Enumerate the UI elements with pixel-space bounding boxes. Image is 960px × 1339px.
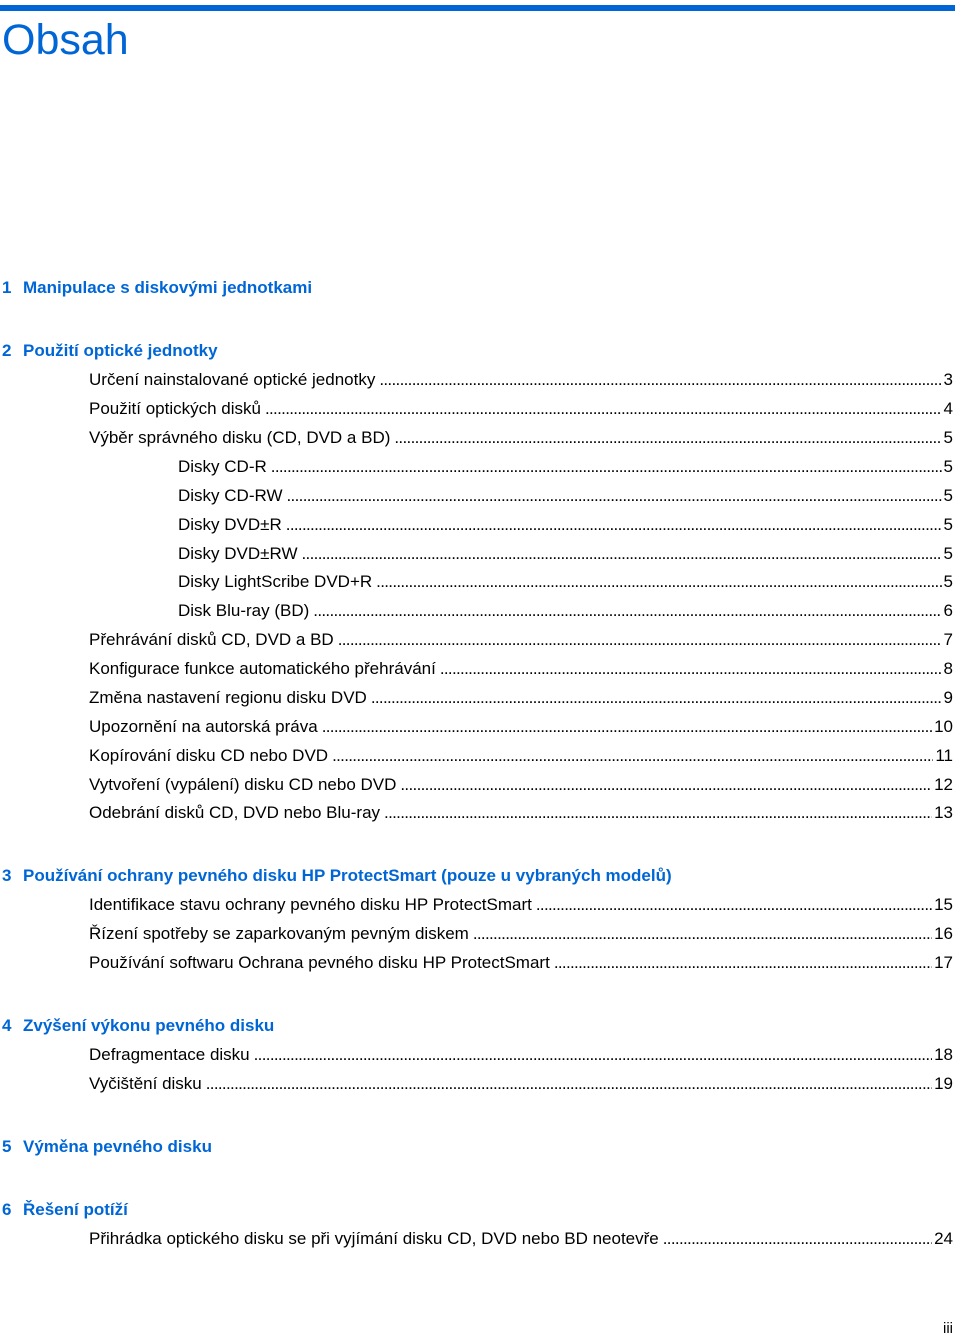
toc-entry[interactable]	[89, 686, 953, 710]
entry-label: Vytvoření (vypálení) disku CD nebo DVD	[89, 775, 397, 794]
dot-leader	[332, 744, 933, 768]
toc-entry[interactable]	[89, 397, 953, 421]
toc-chapter-3[interactable]	[0, 864, 953, 888]
entry-label: Vyčištění disku	[89, 1074, 202, 1093]
entry-page-number: 15	[934, 895, 953, 914]
entry-label: Použití optických disků	[89, 399, 261, 418]
entry-page-number: 3	[943, 370, 953, 389]
dot-leader	[287, 484, 942, 508]
toc-chapter-2[interactable]	[0, 339, 953, 363]
dot-leader	[322, 715, 932, 739]
entry-page-number: 24	[934, 1229, 953, 1248]
entry-label: Disky DVD±RW	[178, 544, 298, 563]
dot-leader	[536, 893, 932, 917]
toc-chapter-4[interactable]	[0, 1014, 953, 1038]
entry-page-number: 9	[943, 688, 953, 707]
toc-entry[interactable]	[89, 368, 953, 392]
page-title: Obsah	[2, 16, 129, 64]
dot-leader	[400, 773, 932, 797]
entry-page-number: 13	[934, 803, 953, 822]
toc-entry[interactable]	[89, 1072, 953, 1096]
dot-leader	[663, 1227, 932, 1251]
dot-leader	[384, 801, 932, 825]
entry-label: Disk Blu-ray (BD)	[178, 601, 310, 620]
header-rule	[0, 5, 955, 11]
entry-page-number: 5	[943, 544, 953, 563]
entry-page-number: 5	[943, 428, 953, 447]
entry-label: Používání softwaru Ochrana pevného disku HP ProtectSmart	[89, 953, 550, 972]
toc-subentry[interactable]	[178, 513, 953, 537]
dot-leader	[254, 1043, 932, 1067]
chapter-number: 1	[2, 278, 12, 297]
dot-leader	[379, 368, 941, 392]
toc-subentry[interactable]	[178, 455, 953, 479]
dot-leader	[286, 513, 942, 537]
page-number: iii	[943, 1320, 953, 1337]
entry-label: Výběr správného disku (CD, DVD a BD)	[89, 428, 391, 447]
entry-label: Řízení spotřeby se zaparkovaným pevným diskem	[89, 924, 469, 943]
chapter-number: 6	[2, 1200, 12, 1219]
chapter-title: Manipulace s diskovými jednotkami	[23, 278, 313, 297]
dot-leader	[302, 542, 942, 566]
toc-entry[interactable]	[89, 715, 953, 739]
chapter-number: 4	[2, 1016, 12, 1035]
toc-chapter-5[interactable]	[0, 1135, 953, 1159]
chapter-title: Používání ochrany pevného disku HP ProtectSmart (pouze u vybraných modelů)	[23, 866, 672, 885]
entry-page-number: 5	[943, 486, 953, 505]
toc-entry[interactable]	[89, 801, 953, 825]
dot-leader	[371, 686, 942, 710]
dot-leader	[338, 628, 942, 652]
chapter-title: Použití optické jednotky	[23, 341, 218, 360]
entry-page-number: 5	[943, 515, 953, 534]
toc-entry[interactable]	[89, 1227, 953, 1251]
toc-entry[interactable]	[89, 893, 953, 917]
entry-label: Přehrávání disků CD, DVD a BD	[89, 630, 334, 649]
entry-label: Disky DVD±R	[178, 515, 282, 534]
dot-leader	[554, 951, 932, 975]
toc-entry[interactable]	[89, 922, 953, 946]
dot-leader	[206, 1072, 932, 1096]
dot-leader	[313, 599, 941, 623]
entry-page-number: 11	[935, 746, 953, 765]
entry-label: Odebrání disků CD, DVD nebo Blu-ray	[89, 803, 381, 822]
chapter-number: 2	[2, 341, 12, 360]
entry-label: Defragmentace disku	[89, 1045, 250, 1064]
entry-label: Kopírování disku CD nebo DVD	[89, 746, 329, 765]
chapter-title: Výměna pevného disku	[23, 1137, 212, 1156]
entry-label: Změna nastavení regionu disku DVD	[89, 688, 367, 707]
toc-entry[interactable]	[89, 951, 953, 975]
toc-entry[interactable]	[89, 744, 953, 768]
entry-label: Upozornění na autorská práva	[89, 717, 318, 736]
toc-subentry[interactable]	[178, 599, 953, 623]
entry-label: Disky CD-RW	[178, 486, 283, 505]
entry-label: Identifikace stavu ochrany pevného disku HP ProtectSmart	[89, 895, 532, 914]
dot-leader	[394, 426, 941, 450]
chapter-title: Zvýšení výkonu pevného disku	[23, 1016, 275, 1035]
toc-subentry[interactable]	[178, 570, 953, 594]
toc-subentry[interactable]	[178, 542, 953, 566]
entry-page-number: 7	[943, 630, 953, 649]
toc-entry[interactable]	[89, 1043, 953, 1067]
chapter-title: Řešení potíží	[23, 1200, 128, 1219]
entry-page-number: 12	[934, 775, 953, 794]
toc-subentry[interactable]	[178, 484, 953, 508]
entry-page-number: 16	[934, 924, 953, 943]
entry-page-number: 6	[943, 601, 953, 620]
dot-leader	[376, 570, 941, 594]
chapter-number: 5	[2, 1137, 12, 1156]
entry-page-number: 4	[943, 399, 953, 418]
dot-leader	[440, 657, 942, 681]
entry-label: Určení nainstalované optické jednotky	[89, 370, 376, 389]
entry-page-number: 19	[934, 1074, 953, 1093]
chapter-number: 3	[2, 866, 12, 885]
toc-chapter-6[interactable]	[0, 1198, 953, 1222]
entry-page-number: 8	[943, 659, 953, 678]
entry-page-number: 5	[943, 572, 953, 591]
entry-page-number: 17	[934, 953, 953, 972]
dot-leader	[473, 922, 932, 946]
entry-page-number: 18	[934, 1045, 953, 1064]
entry-page-number: 5	[943, 457, 953, 476]
entry-label: Přihrádka optického disku se při vyjímání disku CD, DVD nebo BD neotevře	[89, 1229, 659, 1248]
toc-entry[interactable]	[89, 773, 953, 797]
toc-entry[interactable]	[89, 426, 953, 450]
toc-chapter-1[interactable]	[0, 276, 953, 300]
entry-label: Konfigurace funkce automatického přehrávání	[89, 659, 436, 678]
entry-label: Disky CD-R	[178, 457, 267, 476]
entry-label: Disky LightScribe DVD+R	[178, 572, 373, 591]
toc-entry[interactable]	[89, 657, 953, 681]
dot-leader	[265, 397, 942, 421]
entry-page-number: 10	[934, 717, 953, 736]
dot-leader	[271, 455, 942, 479]
toc-entry[interactable]	[89, 628, 953, 652]
